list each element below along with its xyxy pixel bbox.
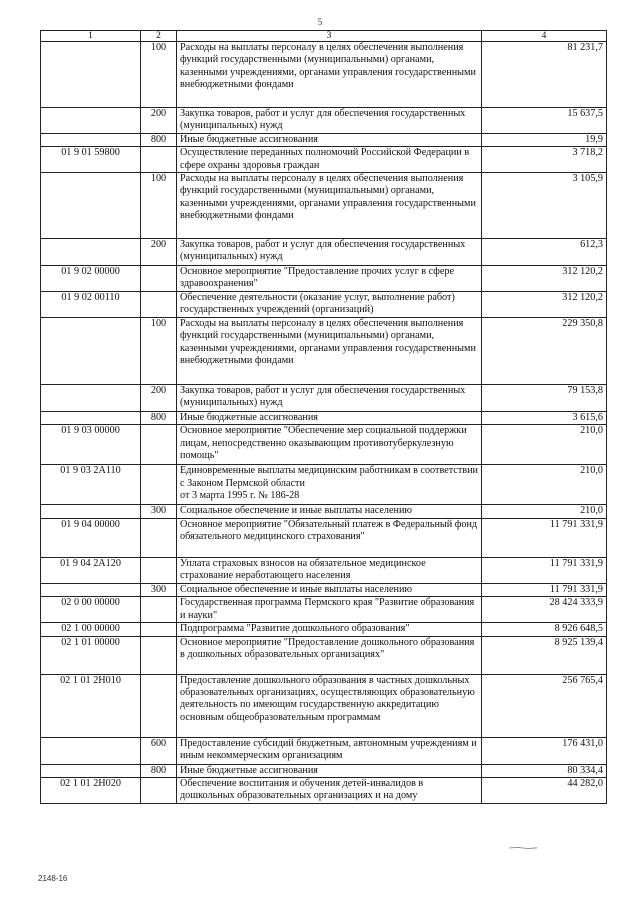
row-name-cell: Иные бюджетные ассигнования [177,764,482,777]
table-row [41,266,607,292]
table-row [41,292,607,318]
row-name-cell: Закупка товаров, работ и услуг для обеспечения государственных (муниципальных) нужд [177,239,482,266]
table-row [41,518,607,557]
table-row [41,42,607,108]
row-amount-cell: 312 120,2 [482,292,607,318]
row-kvr-cell: 600 [141,737,177,764]
row-amount-cell: 44 282,0 [482,778,607,804]
row-kvr-cell: 200 [141,108,177,134]
row-kvr-cell: 100 [141,42,177,108]
row-name-cell: Осуществление переданных полномочий Российской Федерации в сфере охраны здоровья граждан [177,147,482,173]
row-code-cell: 02 0 00 00000 [41,597,141,623]
row-amount-cell: 11 791 331,9 [482,518,607,557]
row-code-cell: 02 1 00 00000 [41,623,141,636]
row-kvr-cell: 800 [141,764,177,777]
row-amount-cell: 210,0 [482,505,607,518]
row-amount-cell: 11 791 331,9 [482,583,607,596]
header-col-3: 3 [177,31,482,42]
table-row [41,385,607,412]
row-code-cell: 02 1 01 00000 [41,636,141,674]
row-amount-cell: 210,0 [482,425,607,465]
row-kvr-cell [141,465,177,505]
table-row [41,778,607,804]
table-row [41,318,607,385]
row-code-cell [41,108,141,134]
table-row [41,623,607,636]
table-row [41,764,607,777]
row-amount-cell: 176 431,0 [482,737,607,764]
row-amount-cell: 8 925 139,4 [482,636,607,674]
row-code-cell [41,133,141,146]
page-number: 5 [317,17,323,27]
row-code-cell: 01 9 02 00110 [41,292,141,318]
row-kvr-cell: 300 [141,583,177,596]
row-name-cell: Расходы на выплаты персоналу в целях обеспечения выполнения функций государственными (муниципальными) органами, казенными учреждениями, органами управления государственными внебюджетными фондами [177,173,482,239]
table-row [41,583,607,596]
row-amount-cell: 15 637,5 [482,108,607,134]
row-name-cell: Предоставление субсидий бюджетным, автономным учреждениям и иным некоммерческим организациям [177,737,482,764]
row-amount-cell: 3 718,2 [482,147,607,173]
row-kvr-cell [141,636,177,674]
header-col-1: 1 [41,31,141,42]
budget-table [40,30,607,804]
row-name-cell: Закупка товаров, работ и услуг для обеспечения государственных (муниципальных) нужд [177,108,482,134]
row-name-cell: Предоставление дошкольного образования в частных дошкольных образовательных организациях, осуществляющих образовательную деятельность по имеющим государственную аккредитацию основным общеобразовательным программам [177,674,482,737]
table-row [41,108,607,134]
table-row [41,147,607,173]
row-kvr-cell: 800 [141,412,177,425]
row-code-cell [41,42,141,108]
row-code-cell [41,737,141,764]
row-code-cell: 01 9 04 2А120 [41,557,141,583]
row-kvr-cell [141,674,177,737]
row-name-cell: Иные бюджетные ассигнования [177,412,482,425]
row-name-cell: Государственная программа Пермского края "Развитие образования и науки" [177,597,482,623]
header-col-2: 2 [141,31,177,42]
row-name-cell: Подпрограмма "Развитие дошкольного образования" [177,623,482,636]
row-amount-cell: 3 615,6 [482,412,607,425]
row-kvr-cell: 300 [141,505,177,518]
row-kvr-cell [141,425,177,465]
row-code-cell [41,385,141,412]
row-code-cell: 01 9 03 00000 [41,425,141,465]
row-amount-cell: 8 926 648,5 [482,623,607,636]
row-kvr-cell [141,292,177,318]
row-name-cell: Расходы на выплаты персоналу в целях обеспечения выполнения функций государственными (муниципальными) органами, казенными учреждениями, органами управления государственными внебюджетными фондами [177,42,482,108]
table-row [41,412,607,425]
row-kvr-cell: 200 [141,239,177,266]
row-name-cell: Основное мероприятие "Предоставление дошкольного образования в дошкольных образовательных организациях" [177,636,482,674]
row-code-cell: 01 9 03 2А110 [41,465,141,505]
row-code-cell: 01 9 01 59800 [41,147,141,173]
table-row [41,173,607,239]
row-name-cell: Иные бюджетные ассигнования [177,133,482,146]
row-kvr-cell: 800 [141,133,177,146]
table-row [41,505,607,518]
table-row [41,737,607,764]
table-row [41,674,607,737]
row-kvr-cell [141,778,177,804]
row-amount-cell: 81 231,7 [482,42,607,108]
row-code-cell [41,318,141,385]
row-code-cell: 02 1 01 2Н020 [41,778,141,804]
header-col-4: 4 [482,31,607,42]
row-kvr-cell: 100 [141,173,177,239]
row-amount-cell: 312 120,2 [482,266,607,292]
row-code-cell [41,173,141,239]
row-kvr-cell [141,557,177,583]
row-name-cell: Основное мероприятие "Обязательный платеж в Федеральный фонд обязательного медицинского страхования" [177,518,482,557]
row-kvr-cell: 200 [141,385,177,412]
row-name-cell: Уплата страховых взносов на обязательное медицинское страхование неработающего населения [177,557,482,583]
row-kvr-cell [141,623,177,636]
row-amount-cell: 612,3 [482,239,607,266]
row-code-cell [41,412,141,425]
table-row [41,597,607,623]
row-name-cell: Обеспечение деятельности (оказание услуг, выполнение работ) государственных учреждений (организаций) [177,292,482,318]
row-name-cell: Основное мероприятие "Предоставление прочих услуг в сфере здравоохранения" [177,266,482,292]
row-kvr-cell: 100 [141,318,177,385]
row-amount-cell: 79 153,8 [482,385,607,412]
row-code-cell [41,239,141,266]
row-amount-cell: 229 350,8 [482,318,607,385]
row-name-cell: Социальное обеспечение и иные выплаты населению [177,583,482,596]
row-amount-cell: 28 424 333,9 [482,597,607,623]
row-name-cell: Расходы на выплаты персоналу в целях обеспечения выполнения функций государственными (муниципальными) органами, казенными учреждениями, органами управления государственными внебюджетными фондами [177,318,482,385]
table-row [41,239,607,266]
row-code-cell [41,764,141,777]
table-header-row [41,31,607,42]
row-code-cell: 01 9 04 00000 [41,518,141,557]
table-row [41,465,607,505]
row-name-cell: Основное мероприятие "Обеспечение мер социальной поддержки лицам, непосредственно оказывающим противотуберкулезную помощь" [177,425,482,465]
row-name-cell: Социальное обеспечение и иные выплаты населению [177,505,482,518]
table-row [41,557,607,583]
row-code-cell [41,505,141,518]
row-amount-cell: 210,0 [482,465,607,505]
row-name-cell: Обеспечение воспитания и обучения детей-инвалидов в дошкольных образовательных организациях и на дому [177,778,482,804]
document-footer-code: 2148-16 [38,874,68,883]
row-kvr-cell [141,597,177,623]
table-row [41,133,607,146]
pen-mark [508,846,538,850]
row-name-cell: Закупка товаров, работ и услуг для обеспечения государственных (муниципальных) нужд [177,385,482,412]
row-amount-cell: 3 105,9 [482,173,607,239]
row-amount-cell: 11 791 331,9 [482,557,607,583]
row-code-cell: 02 1 01 2Н010 [41,674,141,737]
row-kvr-cell [141,266,177,292]
row-code-cell: 01 9 02 00000 [41,266,141,292]
table-row [41,636,607,674]
row-name-cell: Единовременные выплаты медицинским работникам в соответствии с Законом Пермской области от 3 марта 1995 г. № 186-28 [177,465,482,505]
row-code-cell [41,583,141,596]
row-kvr-cell [141,518,177,557]
table-row [41,425,607,465]
row-amount-cell: 80 334,4 [482,764,607,777]
row-kvr-cell [141,147,177,173]
row-amount-cell: 19,9 [482,133,607,146]
row-amount-cell: 256 765,4 [482,674,607,737]
